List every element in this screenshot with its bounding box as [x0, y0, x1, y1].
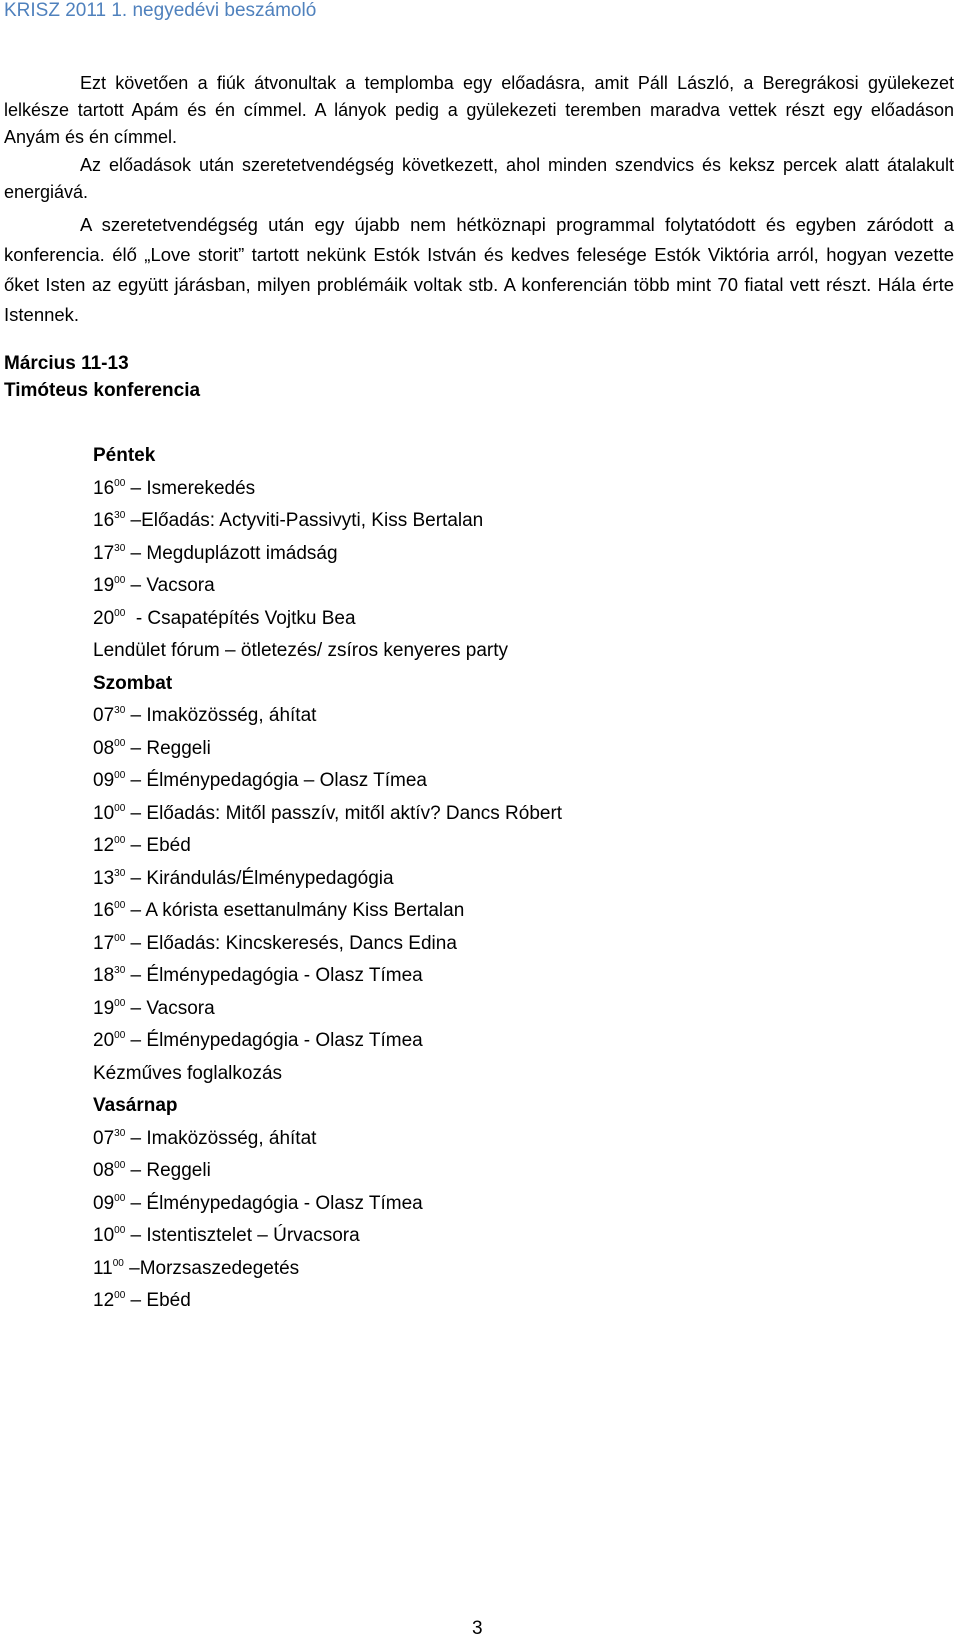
schedule-hour: 10 [93, 1225, 115, 1246]
schedule-description: – Ebéd [125, 835, 191, 856]
schedule-minute: 30 [114, 1127, 126, 1139]
schedule-item [93, 830, 562, 863]
schedule-minute: 00 [114, 997, 126, 1009]
schedule-item [93, 928, 562, 961]
schedule-minute: 30 [114, 965, 126, 976]
schedule-note: Kézműves foglalkozás [93, 1062, 283, 1084]
schedule-description: – Imaközösség, áhítat [125, 705, 317, 726]
schedule-hour: 07 [93, 705, 115, 726]
schedule-hour: 19 [93, 575, 115, 596]
schedule-minute: 00 [114, 835, 126, 846]
schedule-item [93, 1220, 562, 1253]
schedule-minute: 00 [114, 1290, 126, 1301]
schedule-time [93, 575, 125, 596]
schedule-hour: 20 [93, 1030, 115, 1051]
schedule-description: – A kórista esettanulmány Kiss Bertalan [125, 900, 465, 921]
schedule-minute: 00 [114, 737, 126, 749]
schedule-item [93, 538, 562, 571]
schedule-day-heading: Szombat [93, 672, 173, 694]
schedule-description: – Reggeli [125, 737, 211, 759]
schedule-hour: 17 [93, 932, 115, 954]
schedule-description: – Megduplázott imádság [125, 542, 338, 564]
schedule-item [93, 1253, 562, 1286]
schedule-hour: 08 [93, 1160, 115, 1181]
schedule-time [93, 933, 125, 954]
schedule-day-heading: Péntek [93, 445, 156, 466]
schedule-minute: 00 [114, 607, 126, 619]
schedule-item [93, 700, 562, 733]
schedule-description: – Kirándulás/Élménypedagógia [125, 867, 394, 889]
schedule-time [93, 900, 125, 921]
schedule-description: – Élménypedagógia - Olasz Tímea [125, 965, 423, 986]
schedule-hour: 13 [93, 867, 115, 889]
schedule-hour: 17 [93, 542, 115, 564]
schedule-hour: 12 [93, 1290, 115, 1311]
schedule-time [93, 868, 125, 889]
schedule-description: –Morzsaszedegetés [123, 1257, 300, 1279]
schedule-description: – Élménypedagógia – Olasz Tímea [125, 770, 427, 791]
paragraph-2: Az előadások után szeretetvendégség következett, ahol minden szendvics és keksz percek alatt átalakult energiává. [4, 155, 954, 202]
schedule-minute: 30 [114, 510, 126, 521]
schedule-minute: 00 [114, 1225, 126, 1236]
schedule-minute: 30 [114, 867, 126, 879]
schedule-time [93, 1225, 125, 1246]
schedule-item [93, 505, 562, 538]
schedule-minute: 30 [114, 705, 126, 716]
schedule-time [93, 770, 125, 791]
schedule-description: – Élménypedagógia - Olasz Tímea [125, 1192, 423, 1214]
schedule-item [93, 603, 562, 636]
schedule-time [93, 1193, 125, 1214]
schedule-item [93, 1188, 562, 1221]
schedule-hour: 12 [93, 835, 115, 856]
schedule-description: – Imaközösség, áhítat [125, 1127, 317, 1149]
schedule-hour: 11 [93, 1257, 113, 1279]
document-header: KRISZ 2011 1. negyedévi beszámoló [4, 0, 317, 21]
schedule-hour: 07 [93, 1127, 115, 1149]
schedule-description: – Ebéd [125, 1290, 191, 1311]
date-heading: Március 11-13 [4, 353, 129, 374]
schedule-minute: 00 [114, 1030, 126, 1041]
schedule-description: –Előadás: Actyviti-Passivyti, Kiss Bertalan [125, 510, 484, 531]
schedule-item [93, 570, 562, 603]
schedule-minute: 00 [112, 1257, 124, 1269]
schedule-hour: 16 [93, 510, 115, 531]
schedule-hour: 10 [93, 802, 115, 824]
schedule-item [93, 863, 562, 896]
schedule-list [93, 440, 562, 1318]
schedule-item [93, 1123, 562, 1156]
schedule-item [93, 733, 562, 766]
schedule-item [93, 473, 562, 506]
paragraph-3: A szeretetvendégség után egy újabb nem hétköznapi programmal folytatódott és egyben záródott a konferencia. élő „Love storit” tartott nekünk Estók István és kedves felesége Estók Viktória arról, hogyan vezette őket Isten az együtt járásban, milyen problémáik voltak stb. A konferencián több mint 70 fiatal vett részt. Hála érte Istennek. [4, 214, 954, 325]
schedule-hour: 09 [93, 1192, 115, 1214]
schedule-hour: 08 [93, 737, 115, 759]
schedule-day-heading: Vasárnap [93, 1095, 178, 1116]
schedule-minute: 00 [114, 1192, 126, 1204]
schedule-item [93, 1155, 562, 1188]
schedule-time [93, 1290, 125, 1311]
schedule-hour: 16 [93, 477, 115, 499]
schedule-time [93, 803, 125, 824]
schedule-item [93, 765, 562, 798]
schedule-item [93, 798, 562, 831]
schedule-item [93, 993, 562, 1026]
schedule-item [93, 1025, 562, 1058]
schedule-description: – Előadás: Kincskeresés, Dancs Edina [125, 932, 457, 954]
schedule-description: – Élménypedagógia - Olasz Tímea [125, 1030, 423, 1051]
schedule-item [93, 895, 562, 928]
schedule-time [93, 1128, 125, 1149]
paragraph-1: Ezt követően a fiúk átvonultak a templomba egy előadásra, amit Páll László, a Beregrákosi gyülekezet lelkésze tartott Apám és én címmel. A lányok pedig a gyülekezeti teremben maradva vettek részt egy előadáson Anyám és én címmel. [4, 73, 954, 147]
schedule-time [93, 608, 125, 629]
schedule-hour: 16 [93, 900, 115, 921]
schedule-minute: 00 [114, 477, 126, 489]
schedule-minute: 30 [114, 542, 126, 554]
schedule-time [93, 738, 125, 759]
schedule-time [93, 1160, 125, 1181]
schedule-time [93, 835, 125, 856]
schedule-minute: 00 [114, 900, 126, 911]
schedule-time [93, 965, 125, 986]
schedule-description: – Ismerekedés [125, 477, 256, 499]
page-number: 3 [472, 1618, 483, 1639]
schedule-description: – Vacsora [125, 575, 215, 596]
schedule-description: - Csapatépítés Vojtku Bea [125, 607, 356, 629]
schedule-time [93, 1258, 124, 1279]
event-title: Timóteus konferencia [4, 380, 201, 401]
schedule-time [93, 705, 125, 726]
schedule-minute: 00 [114, 1160, 126, 1171]
schedule-note: Lendület fórum – ötletezés/ zsíros kenyeres party [93, 640, 509, 661]
schedule-hour: 09 [93, 770, 115, 791]
schedule-item [93, 960, 562, 993]
schedule-item [93, 1285, 562, 1318]
schedule-time [93, 478, 125, 499]
schedule-description: – Vacsora [125, 997, 215, 1019]
schedule-description: – Reggeli [125, 1160, 211, 1181]
schedule-time [93, 510, 125, 531]
schedule-description: – Előadás: Mitől passzív, mitől aktív? Dancs Róbert [125, 802, 563, 824]
schedule-time [93, 543, 125, 564]
schedule-minute: 00 [114, 575, 126, 586]
schedule-hour: 20 [93, 607, 115, 629]
schedule-hour: 19 [93, 997, 115, 1019]
schedule-time [93, 998, 125, 1019]
schedule-minute: 00 [114, 802, 126, 814]
schedule-time [93, 1030, 125, 1051]
schedule-description: – Istentisztelet – Úrvacsora [125, 1225, 360, 1246]
schedule-minute: 00 [114, 770, 126, 781]
schedule-minute: 00 [114, 932, 126, 944]
schedule-hour: 18 [93, 965, 115, 986]
